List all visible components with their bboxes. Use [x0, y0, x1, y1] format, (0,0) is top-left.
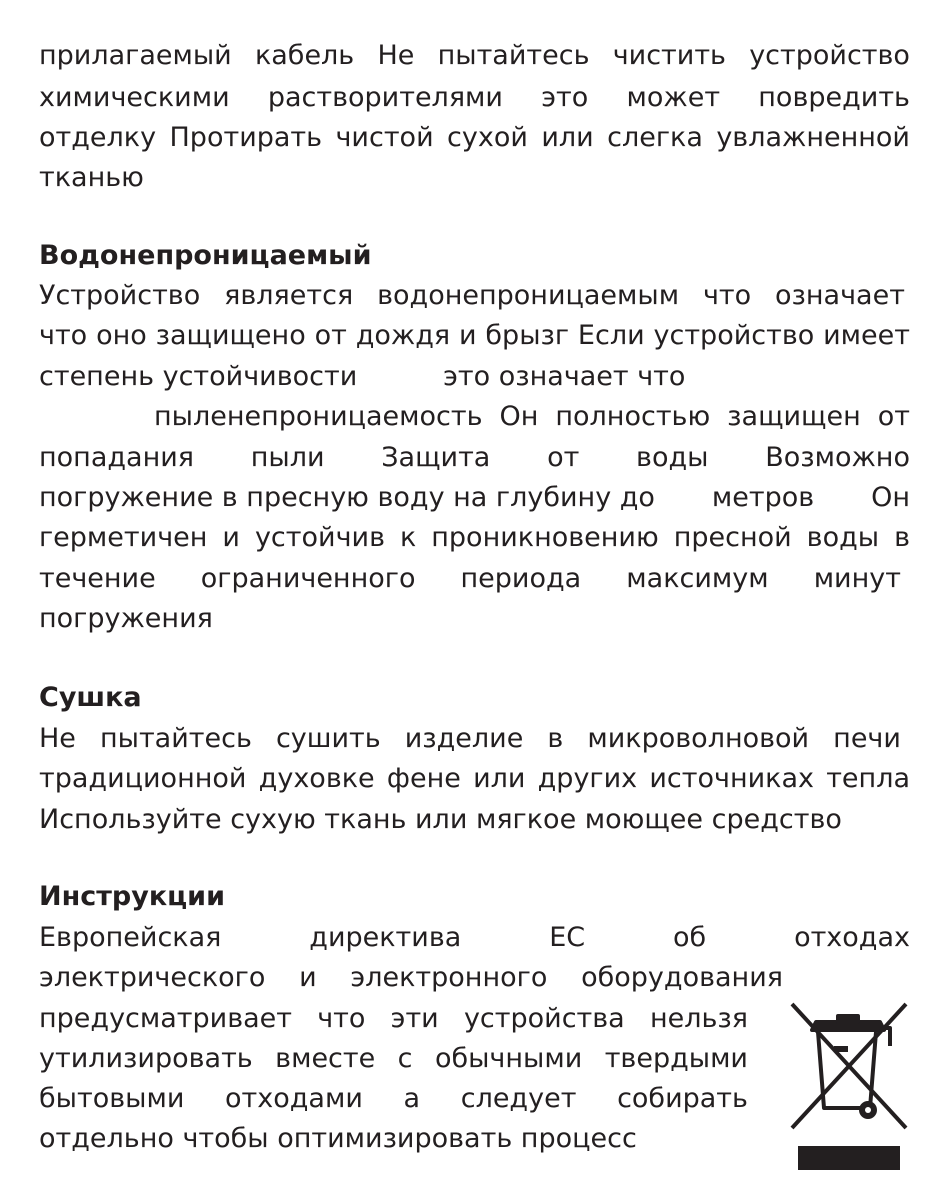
word: духовке	[258, 763, 375, 794]
word: может	[626, 82, 721, 113]
text-line	[39, 438, 910, 478]
word: Не	[377, 40, 415, 71]
word: Защита	[381, 442, 491, 473]
word: пытайтесь	[99, 723, 252, 754]
text-line: отдельно чтобы оптимизировать процесс	[39, 1123, 637, 1154]
word: пытайтесь	[437, 40, 590, 71]
word: течение	[39, 563, 156, 594]
word: повредить	[758, 82, 910, 113]
word: Не	[39, 723, 76, 754]
word: брызг	[485, 320, 570, 351]
word: предусматривает	[39, 1003, 293, 1034]
section-heading-drying: Сушка	[39, 682, 142, 713]
word: проникновению	[431, 522, 659, 553]
word: герметичен	[39, 522, 208, 553]
word: об	[673, 922, 707, 953]
word: электрического	[39, 962, 266, 993]
text-line	[39, 999, 748, 1039]
text-line	[39, 1039, 748, 1079]
word: что	[317, 1003, 366, 1034]
word: Он	[871, 482, 910, 513]
word: чистить	[612, 40, 726, 71]
word: от	[314, 320, 347, 351]
text-line	[39, 719, 901, 759]
word: источниках	[649, 763, 814, 794]
word: микроволновой	[587, 723, 810, 754]
word: водонепроницаемым	[377, 280, 680, 311]
word: от	[877, 401, 910, 432]
word: это	[541, 82, 589, 113]
word: ограниченного	[200, 563, 416, 594]
word: воды	[806, 522, 880, 553]
word: устойчив	[254, 522, 385, 553]
word: бытовыми	[39, 1083, 185, 1114]
text-line	[39, 276, 905, 316]
text-line	[39, 36, 910, 76]
word: в	[894, 522, 910, 553]
word: растворителями	[267, 82, 503, 113]
word: а	[403, 1083, 421, 1114]
word: изделие	[404, 723, 524, 754]
word: устройство	[653, 320, 815, 351]
word: нельзя	[649, 1003, 748, 1034]
word: сушить	[275, 723, 381, 754]
word: других	[537, 763, 638, 794]
word: Он	[499, 401, 539, 432]
word: погружение в пресную воду на глубину до	[39, 482, 655, 513]
word: прилагаемый	[39, 40, 232, 71]
word: и	[222, 522, 240, 553]
word: Устройство	[39, 280, 201, 311]
word: с	[397, 1043, 413, 1074]
word: или	[541, 122, 594, 153]
word: защищено	[155, 320, 306, 351]
word: обычными	[434, 1043, 583, 1074]
text-line	[39, 958, 783, 998]
word: отходах	[794, 922, 910, 953]
text-line	[154, 397, 910, 437]
text-line: Используйте сухую ткань или мягкое моющее средство	[39, 804, 842, 835]
word: означает	[775, 280, 905, 311]
word: фене	[386, 763, 461, 794]
word: Протирать	[169, 122, 323, 153]
word: следует	[460, 1083, 577, 1114]
word: периода	[460, 563, 582, 594]
text-line: тканью	[39, 162, 144, 193]
text-line	[39, 316, 910, 356]
section-heading-instructions: Инструкции	[39, 881, 226, 912]
word: директива	[309, 922, 462, 953]
word: устройство	[749, 40, 910, 71]
word: и	[299, 962, 317, 993]
word: и	[458, 320, 477, 351]
text-line	[39, 518, 910, 558]
word: собирать	[617, 1083, 748, 1114]
word: химическими	[39, 82, 230, 113]
word: чистой	[335, 122, 434, 153]
word: минут	[813, 563, 901, 594]
word: дождя	[355, 320, 451, 351]
word: Если	[577, 320, 645, 351]
word: увлажненной	[716, 122, 910, 153]
word: печи	[833, 723, 901, 754]
word: ЕС	[549, 922, 586, 953]
text-line	[39, 759, 910, 799]
word: слегка	[607, 122, 703, 153]
word: отходами	[225, 1083, 363, 1114]
word: от	[547, 442, 580, 473]
text-line: погружения	[39, 603, 213, 634]
word: что	[702, 280, 752, 311]
word: что	[39, 320, 88, 351]
word: в	[547, 723, 564, 754]
word: пыленепроницаемость	[154, 401, 483, 432]
word: кабель	[254, 40, 355, 71]
word: традиционной	[39, 763, 247, 794]
word: твердыми	[604, 1043, 748, 1074]
word: Европейская	[39, 922, 222, 953]
text-line	[39, 1079, 748, 1119]
word: эти	[390, 1003, 439, 1034]
crossed-out-wheelie-bin-icon	[786, 998, 912, 1174]
section-heading-waterproof: Водонепроницаемый	[39, 240, 372, 271]
text-line	[39, 559, 901, 599]
word: тепла	[826, 763, 910, 794]
word: пыли	[250, 442, 325, 473]
text-line	[39, 918, 910, 958]
word: отделку	[39, 122, 157, 153]
word: утилизировать	[39, 1043, 253, 1074]
word: или	[473, 763, 526, 794]
word: вместе	[275, 1043, 376, 1074]
word: оно	[96, 320, 147, 351]
text-line	[39, 118, 910, 158]
word: электронного	[350, 962, 548, 993]
word: воды	[636, 442, 709, 473]
word: метров	[711, 482, 815, 513]
word: максимум	[626, 563, 769, 594]
text-line	[39, 478, 910, 518]
word: Возможно	[765, 442, 910, 473]
word: является	[224, 280, 354, 311]
word: защищен	[727, 401, 861, 432]
text-line: степень устойчивости это означает что	[39, 361, 686, 392]
word: сухой	[447, 122, 528, 153]
word: попадания	[39, 442, 195, 473]
text-line	[39, 78, 910, 118]
word: оборудования	[581, 962, 783, 993]
word: полностью	[555, 401, 711, 432]
word: устройства	[463, 1003, 625, 1034]
word: пресной	[673, 522, 792, 553]
word: к	[399, 522, 417, 553]
word: имеет	[823, 320, 910, 351]
